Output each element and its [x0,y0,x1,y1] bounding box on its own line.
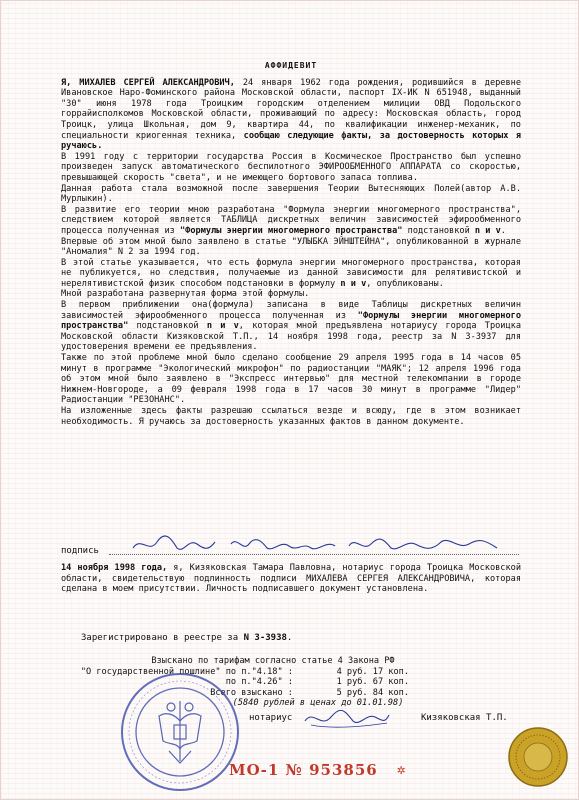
text-run: В этой статье указывается, что есть формула энергии многомерного пространства, которая не публикуется, но следствия, получаемые из данной зависимости для релятивистской и нерелятивистской физик способом подстановки в формулу [61,257,521,289]
notary-seal-stamp [119,671,241,793]
paragraph-7 [61,289,521,300]
text-run: , которая мной предъявлена нотариусу города Троицка Московской области Кизяковской Т.П., 14 ноября 1998 года, реестр за N 3-3937 для удостоверения времени ее предъявления. [61,321,521,353]
document-title: АФФИДЕВИТ [264,61,318,70]
text-run: Также по этой проблеме мной было сделано сообщение 29 апреля 1995 года в 14 часов 05 минут в программе "Экологический микрофон" по радиостанции "МАЯК"; 12 апреля 1996 года об этом мной было заявлено в "Экспресс интервью" для местной телекомпании в городе Нижнем-Новгороде, а 09 февраля 1998 года в 17 часов 30 минут в программе "Лидер" Радиостанции "РЕЗОНАНС". [61,353,521,406]
fee-row-right: 1 руб. 67 коп. [336,677,409,688]
signature-row [61,534,521,558]
text-run: Впервые об этом мной было заявлено в статье "УЛЫБКА ЭЙНШТЕЙНА", опубликованной в журнале "Аномалия" N 2 за 1994 год. [61,236,521,258]
fee-row-left: по п."4.26" : [225,677,293,688]
registry-suffix: . [286,633,293,643]
text-run: На изложенные здесь факты разрешаю ссылаться везде и всюду, где в этом возникает необходимость. Я ручаюсь за достоверность указанных фактов в данном документе. [61,406,521,427]
text-run: Мной разработана развернутая форма этой формулы. [61,289,310,300]
fee-note: (5840 рублей в ценах до 01.01.98) [232,698,404,709]
text-run: В первом приближении она(формула) записана в виде Таблицы дискретных величин зависимостей эфирообменного процесса полученная из [61,300,521,321]
notary-certification [61,563,521,595]
notary-signature [301,703,391,733]
bold-text-run: Я, МИХАЛЕВ СЕРГЕЙ АЛЕКСАНДРОВИЧ, [61,77,235,88]
registry-number: N 3-3938 [243,633,287,643]
notary-label: нотариус [249,713,293,723]
fee-row-right: 5 руб. 84 коп. [336,687,409,698]
fee-line1: Взыскано по тарифам согласно статье 4 Закона РФ [151,656,395,666]
serial-number: МО-1 № 953856 [229,761,378,779]
fee-row-left: Всего взыскано : [210,687,293,698]
text-run: 24 января 1962 года рождения, родившийся в деревне Ивановское Наро-Фоминского района Московской области, паспорт IX-ИК N 651948, выданный "30" июня 1978 года Троицким городским отделением милиции ОВД Подольского горрайисполкомов Московской области, проживающий по адресу: Московская область, город Троицк, улица Школьная, дом 9, квартира 44, по квалификации инженер-механик, по специальности криогенная техника, [61,77,521,141]
text-run: подстановкой [128,321,207,332]
paragraph-9 [61,353,521,406]
bold-text-run: "Формулы энергии многомерного пространства" [61,310,521,332]
text-run: . [500,225,506,236]
paragraph-10 [61,406,521,427]
registry-prefix: Зарегистрировано в реестре за [81,633,239,643]
handwritten-signature [131,532,511,558]
paragraph-4 [61,205,521,237]
bold-text-run: n и v [474,225,501,236]
paragraph-6 [61,258,521,290]
ornament-icon: ✲ [397,762,406,778]
gold-seal-sticker [507,726,569,788]
text-run: В развитие его теории мною разработана "Формула энергии многомерного пространства", следствием которой является ТАБЛИЦА дискретных величин зависимостей эфирообменного процесса полученная из [61,204,521,236]
text-run: , опубликованы. [366,278,444,289]
paragraphs [61,78,521,428]
paragraph-1 [61,78,521,152]
fee-row-left: "О государственной пошлине" по п."4.18" : [80,666,293,677]
text-run: Данная работа стала возможной после завершения Теории Вытесняющих Полей(автор А.В. Мурлыкин). [61,183,521,205]
text-run: подстановкой [402,225,475,236]
fee-row-right: 4 руб. 17 коп. [336,666,409,677]
notary-text [61,563,521,595]
paragraph-3 [61,184,521,205]
bold-text-run: сообщаю следующие факты, за достоверность которых я ручаюсь. [61,130,521,152]
document-body [61,61,521,427]
notary-name: Кизяковская Т.П. [421,713,508,723]
paragraph-5 [61,237,521,258]
bold-text-run: 14 ноября 1998 года, [61,563,168,573]
signature-label: подпись [61,546,99,556]
paragraph-8 [61,300,521,353]
text-run: я, Кизяковская Тамара Павловна, нотариус города Троицка Московской области, свидетельствую подлинность подписи МИХАЛЕВА СЕРГЕЯ АЛЕКСАНДРОВИЧА, которая сделана в моем присутствии. Личность подписавшего документ установлена. [61,563,521,595]
bold-text-run: "Формулы энергии многомерного пространства" [180,225,403,236]
registry-line [81,633,292,643]
paragraph-2 [61,152,521,184]
bold-text-run: n и v [340,278,367,289]
bold-text-run: n и v [206,321,239,332]
text-run: В 1991 году с территории государства Россия в Космическое Пространство был успешно произведен запуск автоматического беспилотного ЭФИРООБМЕННОГО АППАРАТА со скоростью, превышающей скорость "света", и не имеющего бортового запаса топлива. [61,151,521,183]
